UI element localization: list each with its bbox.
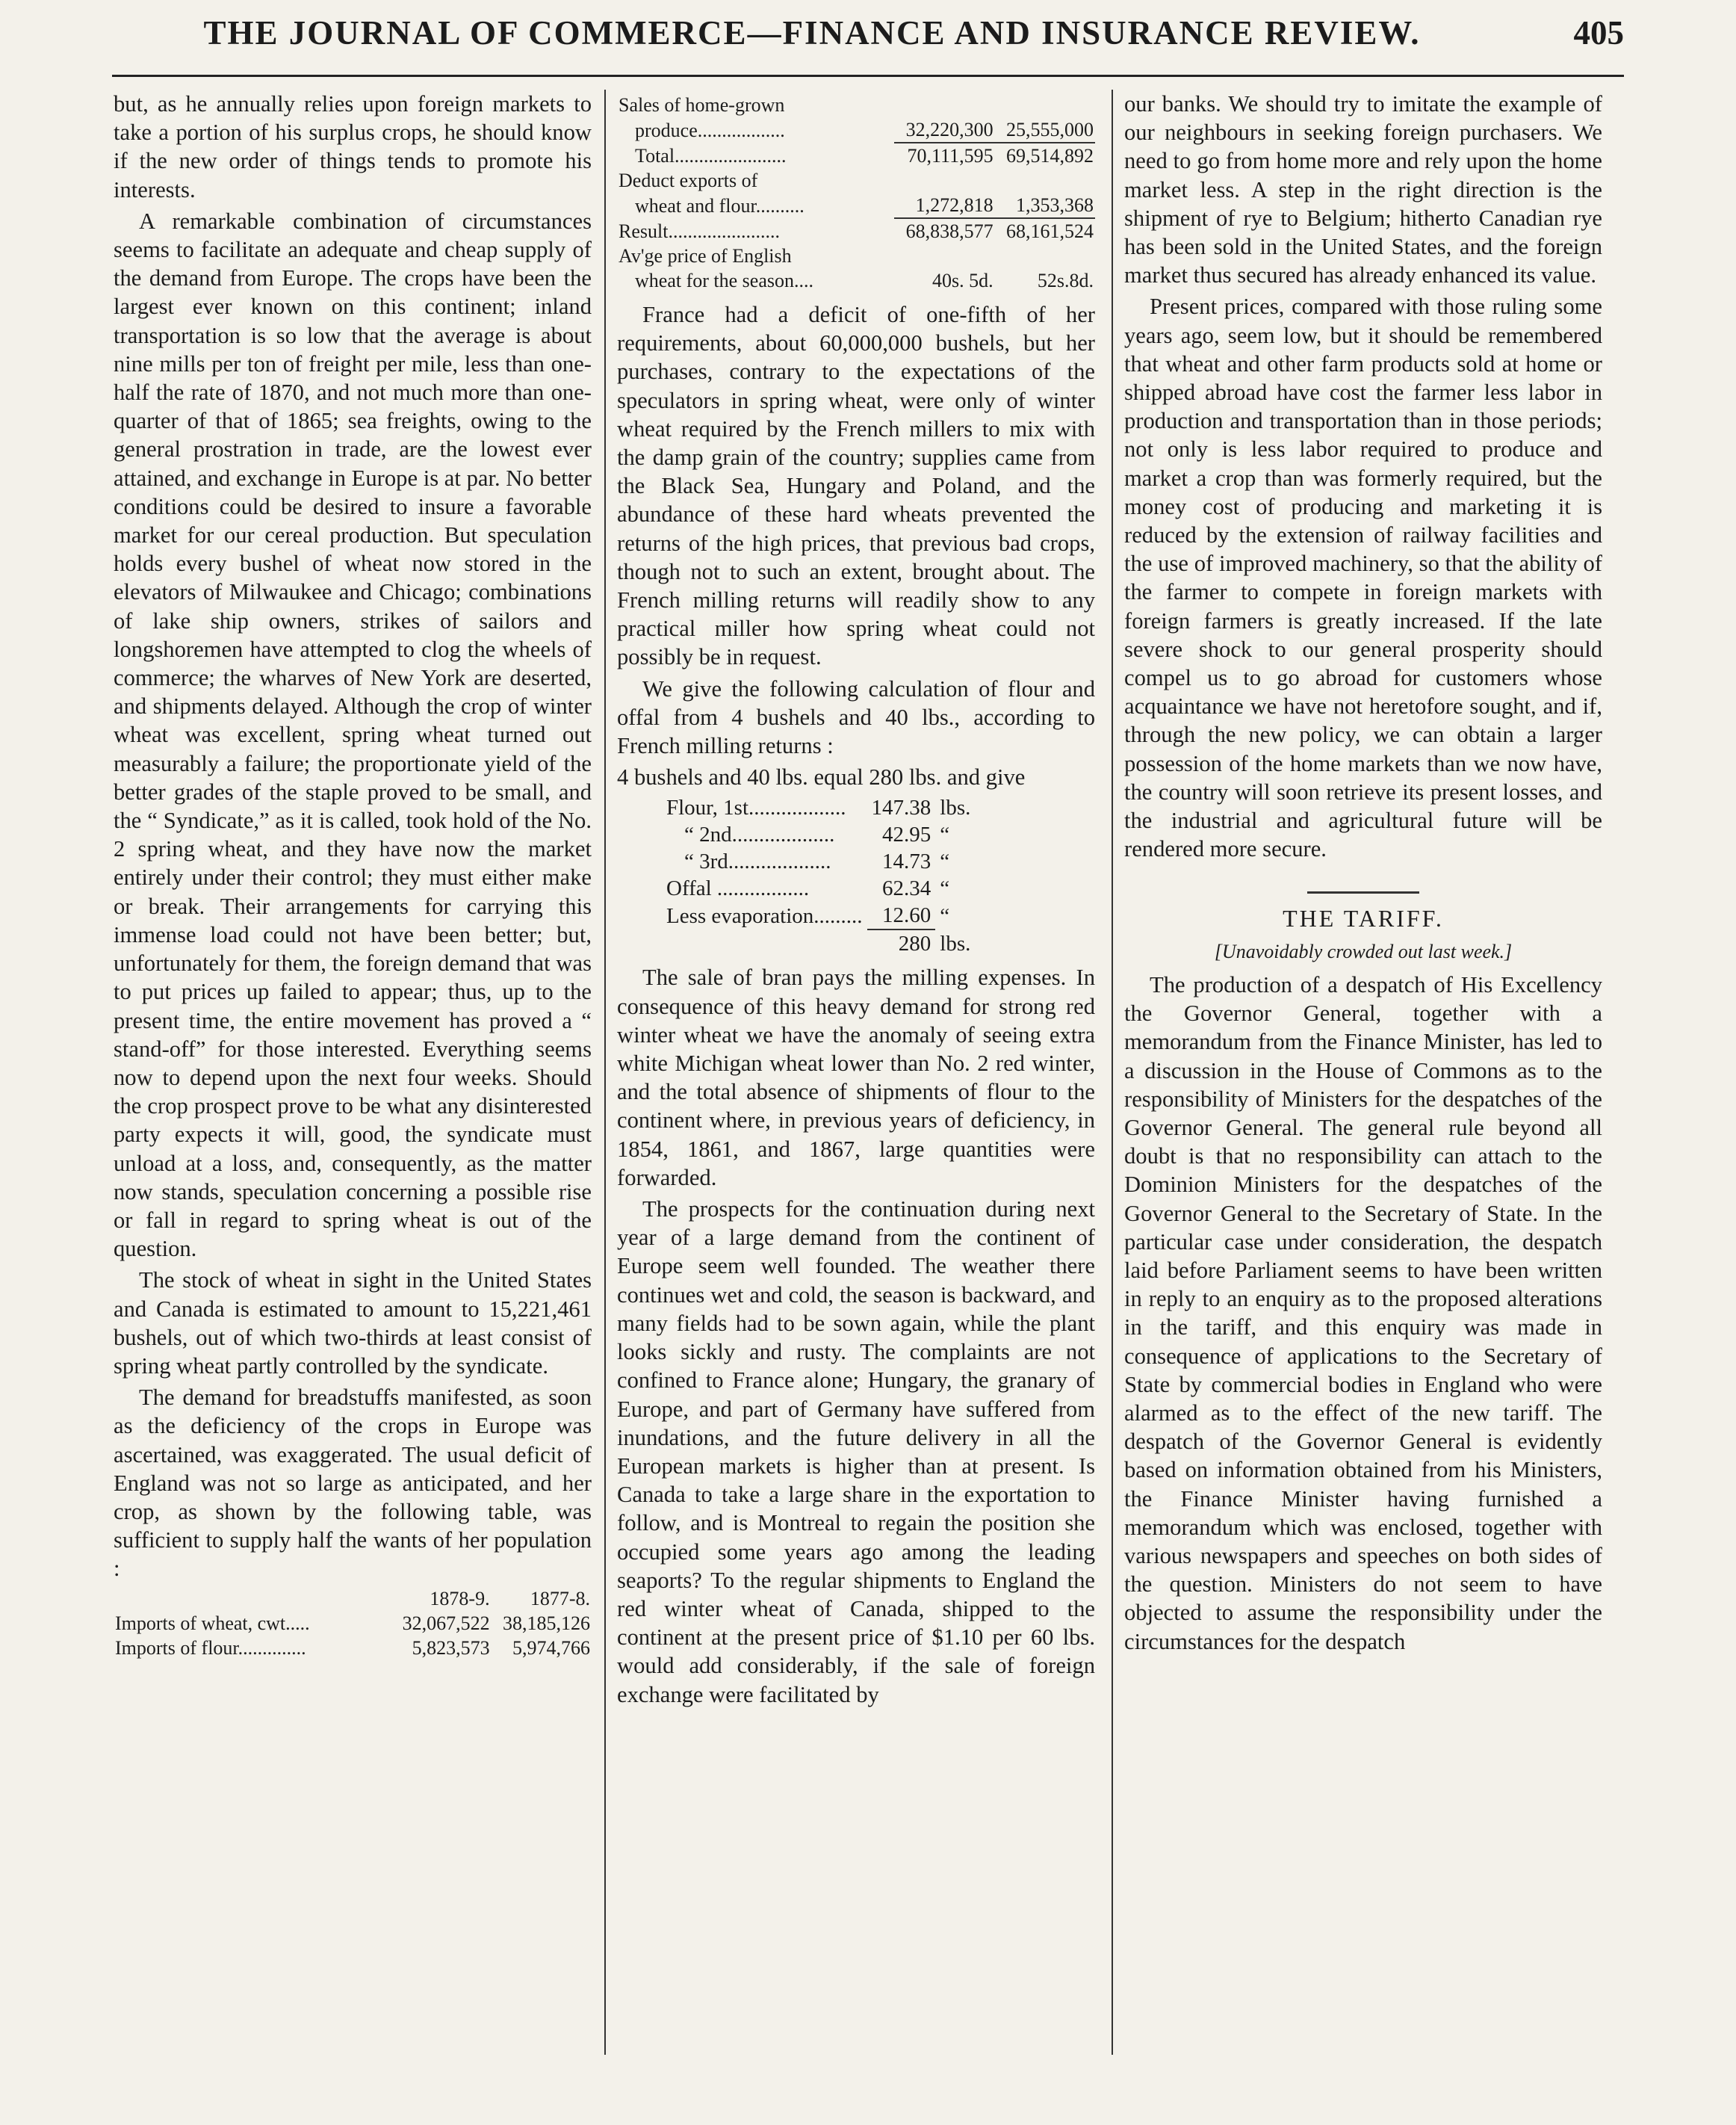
table-cell: 5,823,573 bbox=[412, 1636, 490, 1659]
table-cell: “ bbox=[940, 823, 950, 847]
table-cell: Sales of home-grown bbox=[619, 94, 785, 116]
paragraph: The production of a despatch of His Excellency the Governor General, together with a memorandum from the Finance Minister, has led to a discussion in the House of Commons as to the responsibility of Ministers for the despatches of the Governor General. The general rule beyond all doubt is that no responsibility can attach to the Dominion Ministers for the despatches of the Governor General to the Secretary of State. In the particular case under consideration, the despatch laid before Parliament seems to have been written in reply to an enquiry as to the proposed alterations in the tariff, and this enquiry was made in consequence of applications to the Secretary of State by commercial bodies in England who were alarmed as to the effect of the new tariff. The despatch of the Governor General is evidently based on information obtained from his Ministers, the Finance Minister having furnished a memorandum which was enclosed, together with various newspapers and speeches on both sides of the question. Ministers do not seem to have objected to assume the responsibility under the circumstances for the despatch bbox=[1124, 971, 1602, 1654]
table-cell: 1,272,818 bbox=[894, 193, 994, 218]
column-rule bbox=[604, 90, 606, 2055]
table-row bbox=[617, 218, 1095, 244]
paragraph: A remarkable combination of circumstances seems to facilitate an adequate and cheap supply of the demand from Europe. The crops have been the largest ever known on this continent; inland transportation is so low that the average is about nine mills per ton of freight per mile, less than one-half the rate of 1870, and not much more than one-quarter of that of 1865; sea freights, owing to the general prostration in trade, are the lowest ever attained, and exchange in Europe is at par. No better conditions could be desired to insure a favorable market for our cereal production. But speculation holds every bushel of wheat now stored in the elevators of Milwaukee and Chicago; combinations of lake ship owners, strikes of sailors and longshoremen have attempted to clog the wheels of commerce; the wharves of New York are deserted, and shipments delayed. Although the crop of winter wheat was excellent, spring wheat turned out measurably a failure; the proportionate yield of the better grades of the staple proved to be small, and the “ Syndicate,” as it is called, took hold of the No. 2 spring wheat, and they have now the market entirely under their control; they must either make or break. Their arrangements for carrying this immense load could not have been better; but, unfortunately for them, the foreign demand that was to put prices up failed to appear; thus, up to the present time, the entire movement has proved a “ stand-off” for those interested. Everything seems now to depend upon the next four weeks. Should the crop prospect prove to be what any disinterested party expects it will, good, the syndicate must unload at a loss, and, consequently, as the matter now stands, speculation concerning a possible rise or fall in regard to spring wheat is out of the question. bbox=[114, 208, 592, 1262]
section-note: [Unavoidably crowded out last week.] bbox=[1214, 940, 1513, 962]
england-imports-table bbox=[114, 1586, 592, 1660]
table-cell: Deduct exports of bbox=[619, 170, 758, 191]
table-cell: lbs. bbox=[940, 931, 971, 956]
paragraph: The demand for breadstuffs manifested, as soon as the deficiency of the crops in Europe was ascertained, was exaggerated. The usual deficit of England was not so large as anticipated, and her crop, as shown by the following table, was sufficient to supply half the wants of her population : bbox=[114, 1385, 592, 1582]
flour-yield-table bbox=[662, 794, 975, 957]
table-total-row bbox=[662, 930, 975, 957]
paragraph: but, as he annually relies upon foreign markets to take a portion of his surplus crops, he should know if the new order of things tends to promote his interests. bbox=[114, 91, 592, 202]
table-row bbox=[617, 193, 1095, 218]
table-cell: 69,514,892 bbox=[1006, 145, 1094, 167]
paragraph: 4 bushels and 40 lbs. equal 280 lbs. and give bbox=[617, 764, 1026, 791]
table-cell: Less evaporation......... bbox=[666, 903, 863, 928]
paragraph: Present prices, compared with those ruling some years ago, seem low, but it should be remembered that wheat and other farm products sold at home or shipped abroad have cost the farmer less labor in production and transportation than in those periods; not only is less labor required to produce and market a crop than was formerly required, but the money cost of producing and marketing it is reduced by the extension of railway facilities and the use of improved machinery, so that the ability of the farmer to compete in foreign markets with foreign farmers is greatly increased. If the late severe shock to our general prosperity should compel us to go abroad for customers whose acquaintance we have not heretofore sought, and if, through the new policy, we can obtain a larger possession of the home markets than we now have, the country will soon retrieve its present losses, and the industrial and agricultural future will be rendered more secure. bbox=[1124, 294, 1602, 862]
section-title: THE TARIFF. bbox=[1283, 905, 1444, 932]
paragraph: France had a deficit of one-fifth of her requirements, about 60,000,000 bushels, but her purchases, contrary to the expectations of the speculators in spring wheat, were only of winter wheat required by the French millers to mix with the damp grain of the country; supplies came from the Black Sea, Hungary and Poland, and the abundance of these hard wheats prevented the returns of the high prices, that previous bad crops, though not to such an extent, brought about. The French milling returns will readily show to any practical miller how spring wheat could not possibly be in request. bbox=[617, 302, 1095, 670]
table-row bbox=[617, 117, 1095, 143]
table-header-cell: 1877-8. bbox=[530, 1587, 590, 1609]
table-cell: 70,111,595 bbox=[907, 145, 993, 167]
table-header-cell: 1878-9. bbox=[430, 1587, 490, 1609]
paragraph: our banks. We should try to imitate the example of our neighbours in seeking foreign purchasers. We need to go from home more and rely upon the home market less. A step in the right direction is the shipment of rye to Belgium; hitherto Canadian rye has been sold in the United States, and the foreign market thus secured has already enhanced its value. bbox=[1124, 91, 1602, 288]
paragraph: The sale of bran pays the milling expenses. In consequence of this heavy demand for strong red winter wheat we have the anomaly of seeing extra white Michigan wheat lower than No. 2 red winter, and the total absence of shipments of flour to the continent where, in previous years of deficiency, in 1854, 1861, and 1867, large quantities were forwarded. bbox=[617, 965, 1095, 1190]
paragraph: The stock of wheat in sight in the United States and Canada is estimated to amount to 15,221,461 bushels, out of which two-thirds at least consist of spring wheat partly controlled by the syndicate. bbox=[114, 1267, 592, 1379]
column-1 bbox=[114, 90, 592, 2055]
table-cell: 68,838,577 bbox=[905, 220, 993, 242]
column-2 bbox=[617, 90, 1095, 2055]
table-row bbox=[617, 244, 1095, 268]
table-row bbox=[662, 902, 975, 930]
table-cell: 32,220,300 bbox=[894, 117, 994, 143]
header-rule bbox=[112, 75, 1624, 77]
table-row bbox=[662, 794, 975, 821]
table-cell: 52s.8d. bbox=[1037, 270, 1094, 291]
column-rule bbox=[1112, 90, 1113, 2055]
table-cell: Av'ge price of English bbox=[619, 245, 792, 267]
table-cell: 14.73 bbox=[882, 850, 931, 874]
table-row bbox=[617, 93, 1095, 117]
paragraph: The prospects for the continuation during next year of a large demand from the continent of Europe seem well founded. The weather there continues wet and cold, the season is backward, and many fields had to be sown again, while the plant looks sickly and rusty. The complaints are not confined to France alone; Hungary, the granary of Europe, and part of Germany have suffered from inundations, and the future delivery in all the European markets is higher than at present. Is Canada to take a large share in the exportation to follow, and is Montreal to regain the position she occupied some years ago among the leading seaports? To the regular shipments to England the red winter wheat of Canada, shipped to the continent at the present price of $1.10 per 60 lbs. would add considerably, if the sale of foreign exchange were facilitated by bbox=[617, 1196, 1095, 1707]
column-3 bbox=[1124, 90, 1602, 2055]
table-cell: 1,353,368 bbox=[995, 193, 1095, 218]
table-cell: 68,161,524 bbox=[1006, 220, 1094, 242]
table-cell: wheat for the season.... bbox=[635, 270, 813, 291]
section-divider bbox=[1307, 891, 1419, 894]
table-row bbox=[114, 1611, 592, 1636]
table-cell: Result....................... bbox=[619, 220, 780, 242]
table-cell: 25,555,000 bbox=[995, 117, 1095, 143]
table-cell: 42.95 bbox=[882, 823, 931, 847]
table-cell: 147.38 bbox=[871, 796, 931, 820]
journal-title: THE JOURNAL OF COMMERCE—FINANCE AND INSURANCE REVIEW. bbox=[203, 14, 1421, 52]
table-row bbox=[617, 143, 1095, 168]
table-row bbox=[617, 268, 1095, 293]
table-row bbox=[662, 821, 975, 848]
table-cell: 38,185,126 bbox=[503, 1612, 590, 1634]
table-row bbox=[662, 875, 975, 902]
table-cell: 40s. 5d. bbox=[931, 270, 993, 291]
table-row bbox=[662, 848, 975, 875]
table-cell: “ bbox=[940, 850, 950, 874]
table-cell: Offal ................. bbox=[666, 876, 810, 901]
table-cell: 32,067,522 bbox=[402, 1612, 490, 1634]
table-cell: lbs. bbox=[940, 796, 971, 820]
running-head bbox=[112, 13, 1624, 73]
table-cell: 62.34 bbox=[882, 876, 931, 901]
paragraph: We give the following calculation of flour and offal from 4 bushels and 40 lbs., according to French milling returns : bbox=[617, 675, 1095, 759]
table-cell: produce.................. bbox=[635, 120, 785, 141]
page-number: 405 bbox=[1573, 14, 1624, 52]
table-cell: “ bbox=[940, 903, 950, 928]
table-cell: 280 bbox=[898, 932, 931, 956]
table-cell: “ 3rd................... bbox=[684, 850, 831, 874]
table-cell: “ 2nd................... bbox=[684, 823, 835, 847]
table-row bbox=[617, 168, 1095, 193]
table-cell: Imports of wheat, cwt..... bbox=[115, 1612, 310, 1634]
table-cell: Total....................... bbox=[635, 145, 787, 167]
table-cell: Flour, 1st.................. bbox=[666, 796, 846, 820]
england-supply-table bbox=[617, 93, 1095, 293]
table-row bbox=[114, 1636, 592, 1660]
table-cell: Imports of flour.............. bbox=[115, 1636, 306, 1659]
table-cell: 12.60 bbox=[867, 902, 936, 930]
table-header-row bbox=[114, 1586, 592, 1611]
table-cell: 5,974,766 bbox=[512, 1636, 590, 1659]
table-cell: “ bbox=[940, 876, 950, 901]
table-cell: wheat and flour.......... bbox=[635, 195, 805, 217]
